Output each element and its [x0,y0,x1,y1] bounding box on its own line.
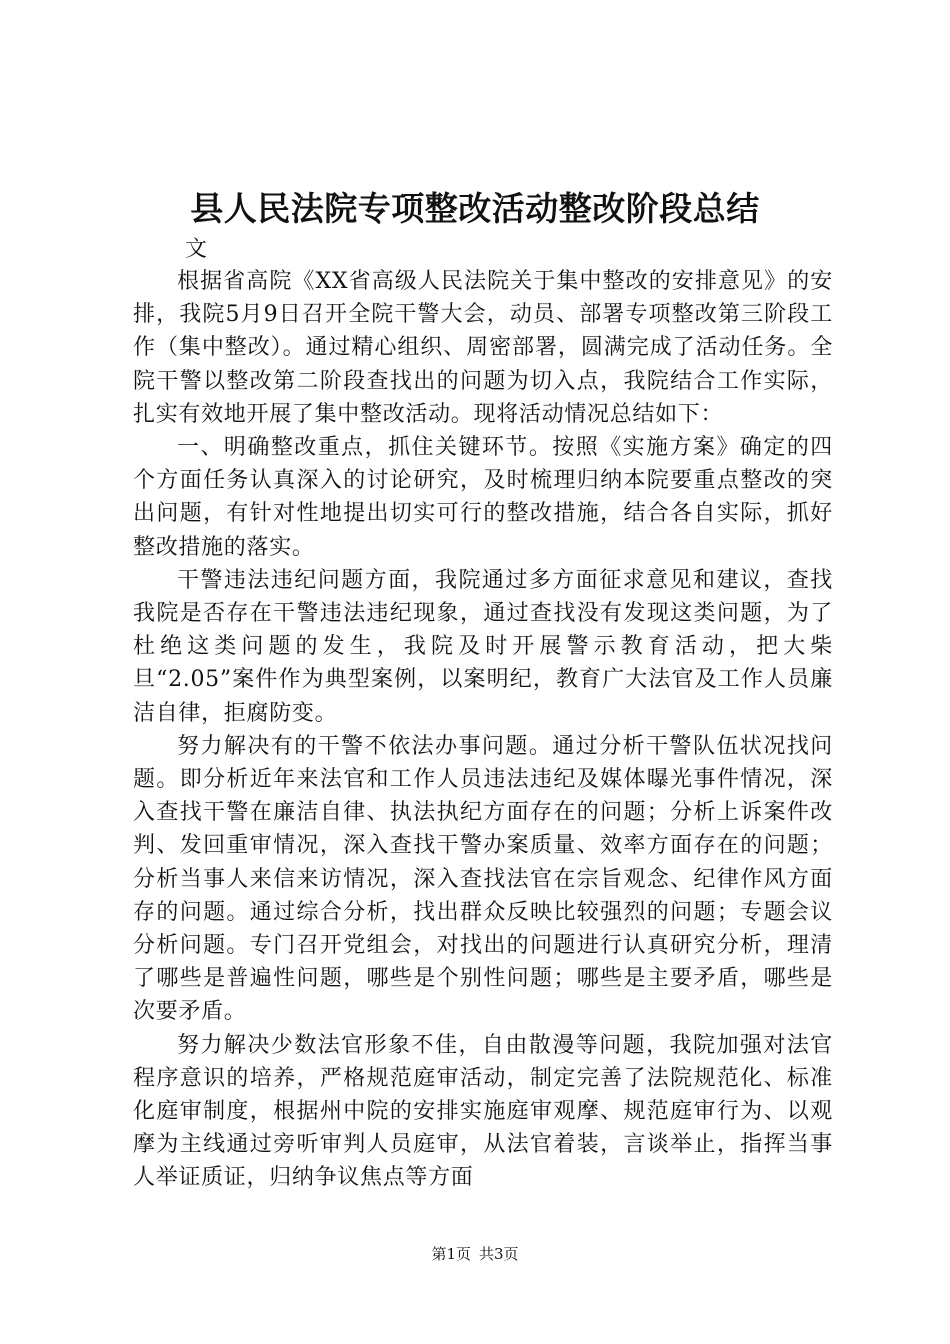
page-footer [0,1244,950,1264]
paragraph-discipline: 干警违法违纪问题方面，我院通过多方面征求意见和建议，查找我院是否存在干警违法违纪现象，通过查找没有发现这类问题，为了杜绝这类问题的发生，我院及时开展警示教育活动，把大柴旦“2.05”案件作为典型案例，以案明纪，教育广大法官及工作人员廉洁自律，拒腐防变。 [133,567,833,726]
paragraph-judge-image: 努力解决少数法官形象不佳，自由散漫等问题，我院加强对法官程序意识的培养，严格规范庭审活动，制定完善了法院规范化、标准化庭审制度，根据州中院的安排实施庭审观摩、规范庭审行为、以观摩为主线通过旁听审判人员庭审，从法官着装，言谈举止，指挥当事人举证质证，归纳争议焦点等方面 [133,1032,833,1191]
author-label: 文 [185,237,208,262]
paragraph-section-one: 一、明确整改重点，抓住关键环节。按照《实施方案》确定的四个方面任务认真深入的讨论研究，及时梳理归纳本院要重点整改的突出问题，有针对性地提出切实可行的整改措施，结合各自实际，抓好整改措施的落实。 [133,435,833,560]
paragraph-intro: 根据省高院《XX省高级人民法院关于集中整改的安排意见》的安排，我院5月9日召开全院干警大会，动员、部署专项整改第三阶段工作（集中整改）。通过精心组织、周密部署，圆满完成了活动任务。全院干警以整改第二阶段查找出的问题为切入点，我院结合工作实际，扎实有效地开展了集中整改活动。现将活动情况总结如下： [133,269,833,427]
document-body [133,265,833,1195]
document-title: 县人民法院专项整改活动整改阶段总结 [190,189,760,228]
page-total: 共3页 [479,1245,519,1263]
paragraph-lawful-conduct: 努力解决有的干警不依法办事问题。通过分析干警队伍状况找问题。即分析近年来法官和工作人员违法违纪及媒体曝光事件情况，深入查找干警在廉洁自律、执法执纪方面存在的问题；分析上诉案件改判、发回重审情况，深入查找干警办案质量、效率方面存在的问题；分析当事人来信来访情况，深入查找法官在宗旨观念、纪律作风方面存的问题。通过综合分析，找出群众反映比较强烈的问题；专题会议分析问题。专门召开党组会，对找出的问题进行认真研究分析，理清了哪些是普遍性问题，哪些是个别性问题；哪些是主要矛盾，哪些是次要矛盾。 [133,733,833,1025]
page-number: 第1页 [431,1245,471,1263]
